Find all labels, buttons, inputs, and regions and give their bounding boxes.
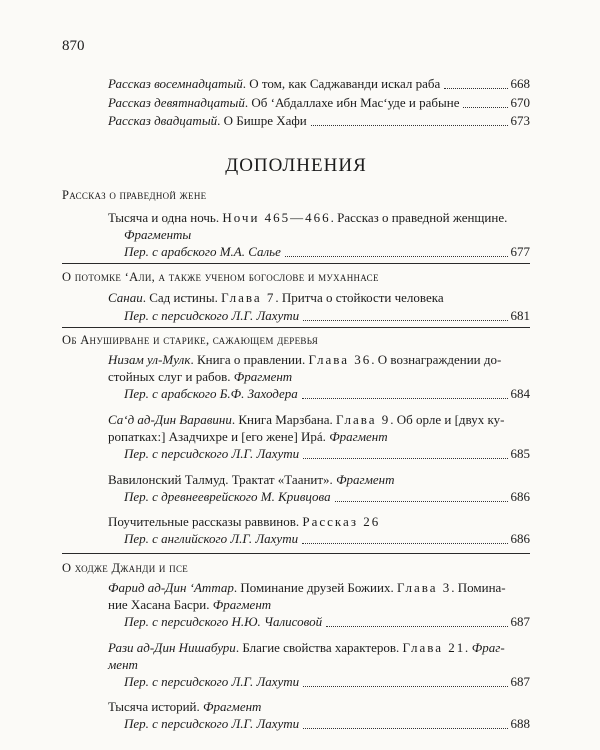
entry-text: . Благие свойства характеров. [235, 640, 403, 655]
page-ref: 686 [510, 489, 530, 504]
section-title: Рассказ о праведной жене [62, 188, 207, 202]
toc-entry [108, 113, 530, 129]
entry-line [108, 699, 530, 715]
entry-fragment: . Фраг- [465, 640, 505, 655]
entry-fragment: Фрагмент [329, 429, 388, 444]
entry-spaced: Ночи 465—466 [222, 210, 331, 225]
toc-entry [124, 308, 530, 324]
entry-line [108, 640, 530, 656]
entry-line [108, 352, 530, 368]
translator: Пер. с арабского М.А. Салье [124, 244, 281, 259]
translator: Пер. с персидского Н.Ю. Чалисовой [124, 614, 323, 629]
entry-line [108, 597, 530, 613]
toc-entry [124, 386, 530, 402]
entry-author: Саʻд ад-Дин Варавини [108, 412, 232, 427]
entry-spaced: Глава 3 [396, 580, 452, 595]
toc-entry [124, 244, 530, 260]
translator: Пер. с персидского Л.Г. Лахути [124, 446, 300, 461]
page-ref: 688 [510, 716, 530, 731]
entry-author: Фарид ад-Дин ʻАттар [108, 580, 234, 595]
entry-spaced: Глава 9 [336, 412, 391, 427]
toc-entry [124, 674, 530, 690]
entry-line [108, 580, 530, 596]
toc-entry [124, 614, 530, 630]
toc-entry [124, 489, 530, 505]
entry-text: ние Хасана Басри. [108, 597, 213, 612]
page-number: 870 [62, 38, 85, 54]
dot-leader [326, 626, 507, 627]
dot-leader [303, 320, 507, 321]
dot-leader [303, 458, 507, 459]
entry-text: . Книга о правлении. [190, 352, 309, 367]
dot-leader [285, 256, 508, 257]
page-ref: 673 [510, 113, 530, 128]
entry-line [108, 514, 530, 530]
page-ref: 687 [510, 614, 530, 629]
entry-title: . О Бишре Хафи [217, 113, 307, 128]
entry-title-italic: Рассказ двадцатый [108, 113, 218, 128]
toc-entry [124, 531, 530, 547]
entry-spaced: Глава 7 [221, 290, 276, 305]
entry-line [108, 290, 530, 306]
entry-text: Тысяча историй. [108, 699, 203, 714]
dot-leader [303, 728, 507, 729]
dot-leader [303, 686, 507, 687]
entry-fragment: Фрагменты [124, 227, 192, 242]
entry-fragment: Фрагмент [212, 597, 272, 612]
toc-entry [124, 716, 530, 732]
divider [62, 263, 530, 264]
translator: Пер. с персидского Л.Г. Лахути [124, 674, 300, 689]
entry-spaced: Глава 21 [402, 640, 466, 655]
divider [62, 327, 530, 328]
dot-leader [463, 107, 507, 108]
entry-text: . Помина- [451, 580, 506, 595]
entry-title: . О том, как Саджаванди искал раба [242, 76, 441, 91]
entry-spaced: Глава 36 [308, 352, 372, 367]
dot-leader [335, 501, 508, 502]
page-ref: 668 [510, 76, 530, 91]
entry-line [108, 472, 530, 488]
page-ref: 677 [510, 244, 530, 259]
translator: Пер. с персидского Л.Г. Лахути [124, 308, 300, 323]
entry-fragment: Фрагмент [336, 472, 395, 487]
entry-title-italic: Рассказ восемнадцатый [108, 76, 243, 91]
translator: Пер. с арабского Б.Ф. Заходера [124, 386, 298, 401]
entry-text: Поучительные рассказы раввинов. [108, 514, 303, 529]
entry-title: . Об ʻАбдаллахе ибн Масʻуде и рабыне [244, 95, 460, 110]
divider [62, 553, 530, 554]
entry-text: Вавилонский Талмуд. Трактат «Таанит». [108, 472, 337, 487]
toc-entry [108, 76, 530, 92]
page-ref: 681 [510, 308, 530, 323]
section-title: Об Ануширване и старике, сажающем деревья [62, 333, 318, 347]
entry-text: стойных слуг и рабов. [108, 369, 234, 384]
dot-leader [311, 125, 508, 126]
entry-line [108, 369, 530, 385]
entry-fragment: Фрагмент [233, 369, 293, 384]
entry-text: ропатках:] Азадчихре и [его жене] Ирá. [108, 429, 330, 444]
translator: Пер. с древнееврейского М. Кривцова [124, 489, 331, 504]
entry-author: Низам ул-Мулк [108, 352, 191, 367]
entry-author: Рази ад-Дин Нишабури [108, 640, 236, 655]
toc-entry [124, 446, 530, 462]
section-title: О потомке ʻАли, а также ученом богослове и муханнасе [62, 270, 379, 284]
dot-leader [302, 543, 507, 544]
entry-line [108, 429, 530, 445]
entry-fragment: Фрагмент [203, 699, 262, 714]
entry-text: . О вознаграждении до- [371, 352, 502, 367]
entry-line [108, 210, 530, 226]
translator: Пер. с персидского Л.Г. Лахути [124, 716, 300, 731]
entry-text: . Рассказ о праведной женщине. [330, 210, 508, 225]
entry-text: Тысяча и одна ночь. [108, 210, 223, 225]
page-ref: 685 [510, 446, 530, 461]
section-title: О ходже Джанди и псе [62, 561, 189, 575]
entry-line [108, 412, 530, 428]
page-ref: 684 [510, 386, 530, 401]
page-ref: 686 [510, 531, 530, 546]
entry-author: Санаи [108, 290, 143, 305]
entry-text: . Поминание друзей Божиих. [233, 580, 397, 595]
toc-entry [108, 95, 530, 111]
entry-spaced: Рассказ 26 [302, 514, 381, 529]
page-ref: 687 [510, 674, 530, 689]
translator: Пер. с английского Л.Г. Лахути [124, 531, 299, 546]
entry-text: . Сад истины. [142, 290, 222, 305]
section-heading: ДОПОЛНЕНИЯ [225, 155, 367, 176]
entry-text: . Притча о стойкости человека [275, 290, 444, 305]
dot-leader [444, 88, 507, 89]
entry-line: мент [108, 657, 138, 672]
entry-title-italic: Рассказ девятнадцатый [108, 95, 245, 110]
page-ref: 670 [510, 95, 530, 110]
entry-text: . Книга Марзбана. [231, 412, 336, 427]
dot-leader [302, 398, 508, 399]
entry-text: . Об орле и [двух ку- [390, 412, 505, 427]
